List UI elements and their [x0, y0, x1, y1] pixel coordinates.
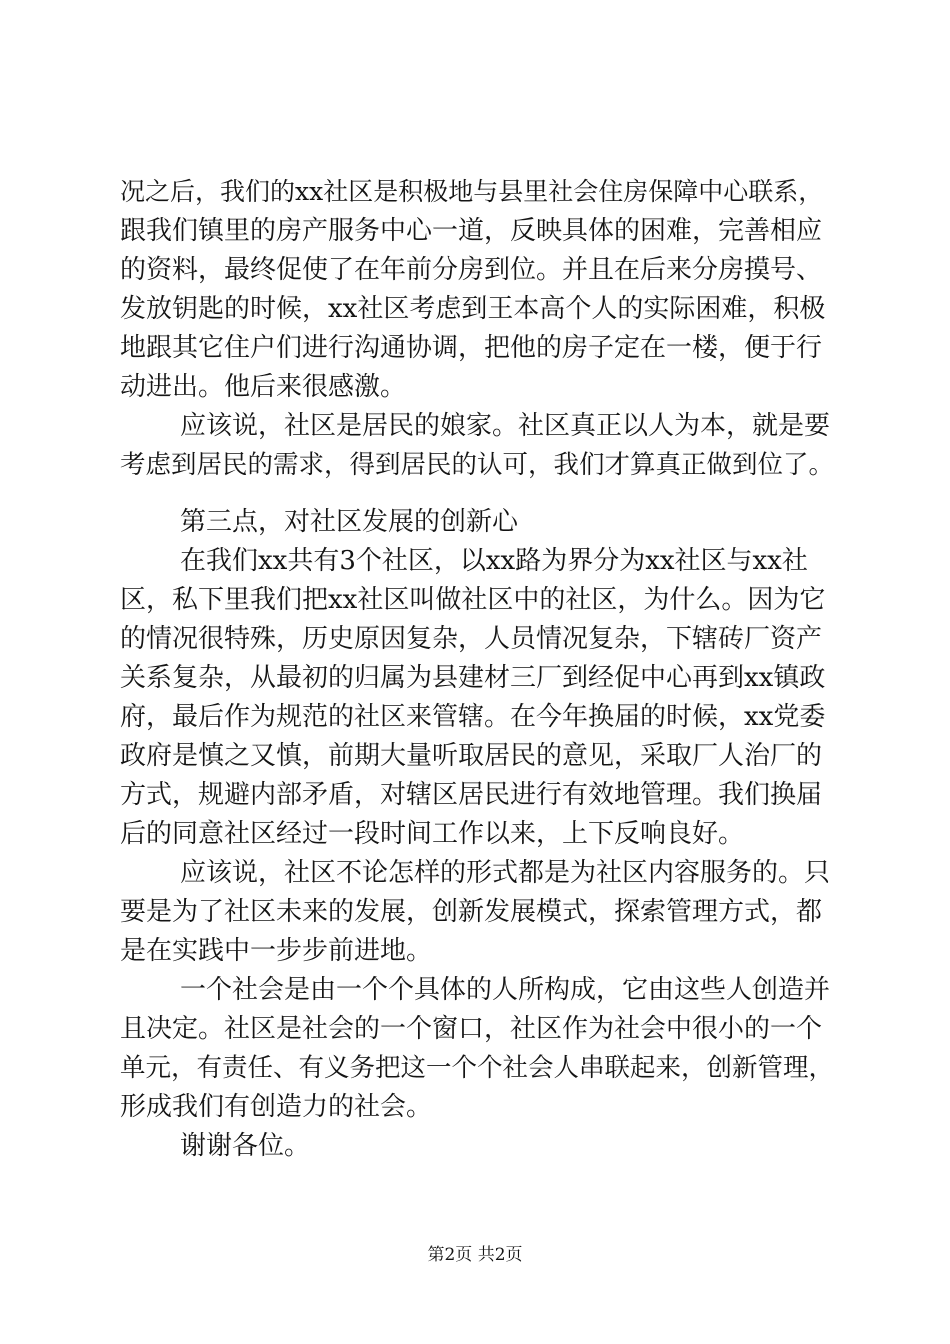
text-line: 应该说，社区不论怎样的形式都是为社区内容服务的。只	[180, 858, 831, 888]
section-heading: 第三点，对社区发展的创新心	[180, 507, 519, 537]
text-line: 关系复杂，从最初的归属为县建材三厂到经促中心再到xx镇政	[120, 663, 826, 693]
text-line: 谢谢各位。	[180, 1131, 311, 1161]
text-line: 考虑到居民的需求，得到居民的认可，我们才算真正做到位了。	[120, 450, 835, 480]
text-line: 要是为了社区未来的发展，创新发展模式，探索管理方式，都	[120, 897, 823, 927]
page-number: 第2页 共2页	[427, 1245, 523, 1265]
text-line: 的情况很特殊，历史原因复杂，人员情况复杂，下辖砖厂资产	[120, 624, 823, 654]
text-line: 应该说，社区是居民的娘家。社区真正以人为本，就是要	[180, 411, 831, 441]
text-line: 形成我们有创造力的社会。	[120, 1092, 433, 1122]
text-line: 况之后，我们的xx社区是积极地与县里社会住房保障中心联系，	[120, 177, 824, 206]
text-line: 跟我们镇里的房产服务中心一道，反映具体的困难，完善相应	[120, 216, 823, 246]
text-line: 地跟其它住户们进行沟通协调，把他的房子定在一楼，便于行	[120, 333, 823, 363]
text-line: 发放钥匙的时候，xx社区考虑到王本高个人的实际困难，积极	[120, 294, 826, 324]
text-line: 动进出。他后来很感激。	[120, 372, 407, 402]
text-line: 后的同意社区经过一段时间工作以来，上下反响良好。	[120, 819, 745, 849]
text-line: 且决定。社区是社会的一个窗口，社区作为社会中很小的一个	[120, 1014, 823, 1044]
text-line: 府，最后作为规范的社区来管辖。在今年换届的时候，xx党委	[120, 702, 826, 732]
text-line: 一个社会是由一个个具体的人所构成，它由这些人创造并	[180, 975, 831, 1005]
text-line: 单元，有责任、有义务把这一个个社会人串联起来，创新管理，	[120, 1053, 835, 1083]
text-line: 是在实践中一步步前进地。	[120, 936, 433, 966]
text-line: 政府是慎之又慎，前期大量听取居民的意见，采取厂人治厂的	[120, 741, 823, 771]
text-line: 区，私下里我们把xx社区叫做社区中的社区，为什么。因为它	[120, 585, 826, 615]
text-line: 方式，规避内部矛盾，对辖区居民进行有效地管理。我们换届	[120, 780, 823, 810]
text-line: 的资料，最终促使了在年前分房到位。并且在后来分房摸号、	[120, 255, 823, 285]
text-line: 在我们xx共有3个社区，以xx路为界分为xx社区与xx社	[180, 546, 808, 576]
